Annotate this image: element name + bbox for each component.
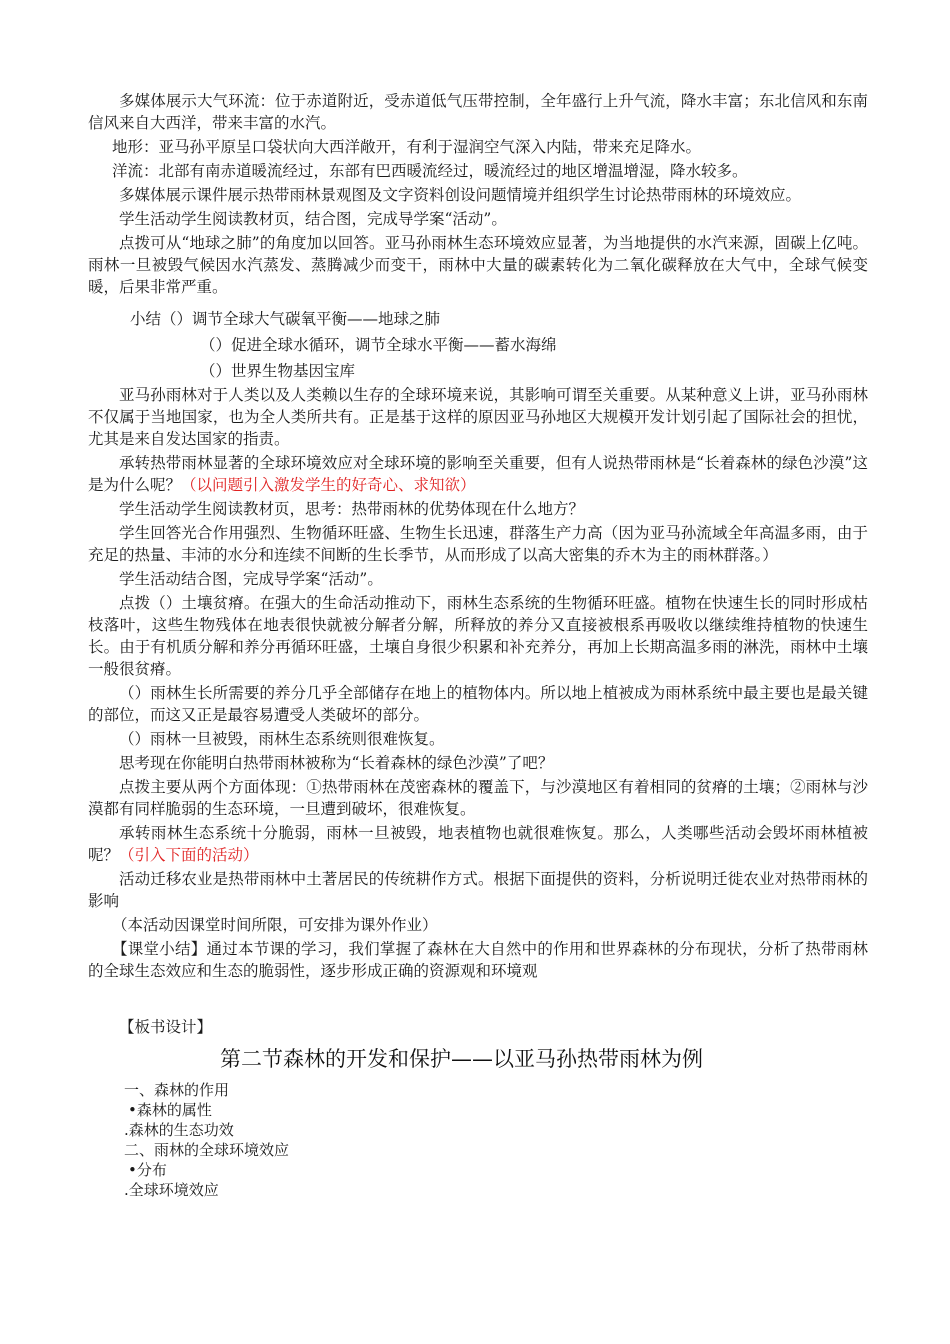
- paragraph-nutrients-storage: （）雨林生长所需要的养分几乎全部储存在地上的植物体内。所以地上植被成为雨林系统中最主要也是最关键的部位，而这又正是最容易遭受人类破坏的部分。: [88, 684, 868, 724]
- paragraph-homework-note: （本活动因课堂时间所限，可安排为课外作业）: [112, 916, 438, 934]
- paragraph-activity-shifting-agriculture: 活动迁移农业是热带雨林中土著居民的传统耕作方式。根据下面提供的资料，分析说明迁徙农业对热带雨林的影响: [88, 870, 868, 910]
- board-design-heading: 【板书设计】: [119, 1018, 213, 1036]
- paragraph-student-activity-3: 学生活动结合图，完成导学案“活动”。: [119, 570, 383, 588]
- paragraph-student-answer: 学生回答光合作用强烈、生物循环旺盛、生物生长迅速，群落生产力高（因为亚马孙流域全年高温多雨，由于充足的热量、丰沛的水分和连续不间断的生长季节，从而形成了以高大密集的乔木为主的雨林群落。）: [88, 524, 868, 564]
- paragraph-transition-green-desert: [88, 452, 868, 496]
- paragraph-terrain: 地形：亚马孙平原呈口袋状向大西洋敞开，有利于湿润空气深入内陆，带来充足降水。: [112, 138, 702, 156]
- paragraph-transition-fragile: [88, 822, 868, 866]
- paragraph-class-summary: 【课堂小结】通过本节课的学习，我们掌握了森林在大自然中的作用和世界森林的分布现状，分析了热带雨林的全球生态效应和生态的脆弱性，逐步形成正确的资源观和环境观: [88, 940, 868, 980]
- paragraph-student-activity-2: 学生活动学生阅读教材页，思考：热带雨林的优势体现在什么地方？: [119, 500, 585, 518]
- paragraph-ocean-currents: 洋流：北部有南赤道暖流经过，东部有巴西暖流经过，暖流经过的地区增温增湿，降水较多。: [112, 162, 748, 180]
- board-item: •森林的属性: [128, 1101, 212, 1119]
- transition-text: 承转热带雨林显著的全球环境效应对全球环境的影响至关重要，但有人说热带雨林是“长着森林的绿色沙漠”这是为什么呢？: [88, 454, 868, 494]
- document-body: [88, 90, 868, 1200]
- paragraph-multimedia-courseware: 多媒体展示课件展示热带雨林景观图及文字资料创设问题情境并组织学生讨论热带雨林的环境效应。: [119, 186, 802, 204]
- board-item: 一、森林的作用: [124, 1081, 230, 1099]
- paragraph-guidance-two-aspects: 点拨主要从两个方面体现：①热带雨林在茂密森林的覆盖下，与沙漠地区有着相同的贫瘠的土壤；②雨林与沙漠都有同样脆弱的生态环境，一旦遭到破坏，很难恢复。: [88, 778, 868, 818]
- paragraph-guidance-soil: 点拨（）土壤贫瘠。在强大的生命活动推动下，雨林生态系统的生物循环旺盛。植物在快速生长的同时形成枯枝落叶，这些生物残体在地表很快就被分解者分解，所释放的养分又直接被根系再吸收以继续维持植物的快速生长。由于有机质分解和养分再循环旺盛，土壤自身很少积累和补充养分，再加上长期高温多雨的淋洗，雨林中土壤一般很贫瘠。: [88, 594, 868, 678]
- summary-item-2: （）促进全球水循环，调节全球水平衡——蓄水海绵: [200, 336, 557, 354]
- teaching-note-red: （以问题引入激发学生的好奇心、求知欲）: [181, 476, 476, 494]
- summary-item-1: 小结（）调节全球大气碳氧平衡——地球之肺: [130, 310, 441, 328]
- board-item: •分布: [128, 1161, 167, 1179]
- board-item: 二、雨林的全球环境效应: [124, 1141, 290, 1159]
- paragraph-student-activity-1: 学生活动学生阅读教材页，结合图，完成导学案“活动”。: [119, 210, 507, 228]
- paragraph-hard-to-recover: （）雨林一旦被毁，雨林生态系统则很难恢复。: [119, 730, 445, 748]
- board-item: .森林的生态功效: [124, 1121, 234, 1139]
- paragraph-think: 思考现在你能明白热带雨林被称为“长着森林的绿色沙漠”了吧？: [119, 754, 554, 772]
- transition-text-2: 承转雨林生态系统十分脆弱，雨林一旦被毁，地表植物也就很难恢复。那么，人类哪些活动会毁坏雨林植被呢？: [88, 824, 868, 864]
- board-title: 第二节森林的开发和保护——以亚马孙热带雨林为例: [220, 1047, 703, 1071]
- paragraph-amazon-importance: 亚马孙雨林对于人类以及人类赖以生存的全球环境来说，其影响可谓至关重要。从某种意义上讲，亚马孙雨林不仅属于当地国家，也为全人类所共有。正是基于这样的原因亚马孙地区大规模开发计划引起了国际社会的担忧，尤其是来自发达国家的指责。: [88, 386, 868, 448]
- paragraph-guidance-lungs: 点拨可从“地球之肺”的角度加以回答。亚马孙雨林生态环境效应显著，为当地提供的水汽来源，固碳上亿吨。雨林一旦被毁气候因水汽蒸发、蒸腾减少而变干，雨林中大量的碳素转化为二氧化碳释放在大气中，全球气候变暖，后果非常严重。: [88, 234, 868, 296]
- paragraph-atmospheric-circulation: 多媒体展示大气环流：位于赤道附近，受赤道低气压带控制，全年盛行上升气流，降水丰富；东北信风和东南信风来自大西洋，带来丰富的水汽。: [88, 92, 868, 132]
- board-item: .全球环境效应: [124, 1181, 219, 1199]
- teaching-note-red-2: （引入下面的活动）: [119, 846, 259, 864]
- summary-item-3: （）世界生物基因宝库: [200, 362, 356, 380]
